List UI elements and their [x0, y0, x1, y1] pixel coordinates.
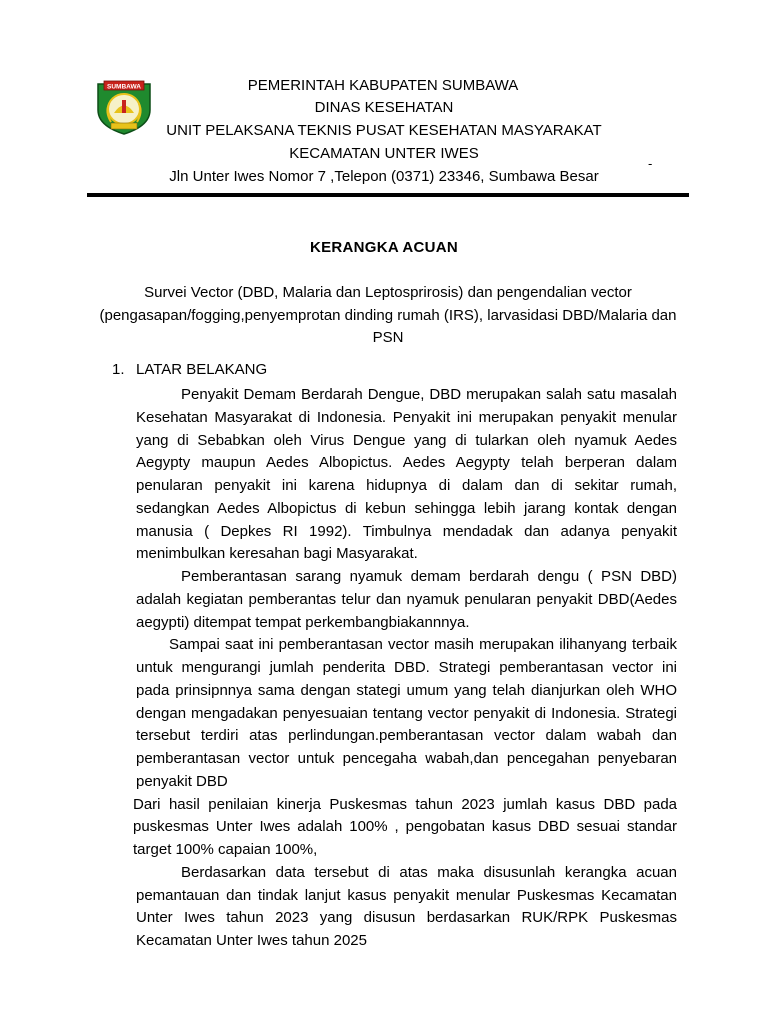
- stray-dash: -: [648, 156, 653, 171]
- letterhead-divider: [87, 193, 689, 197]
- letterhead-unit: UNIT PELAKSANA TEKNIS PUSAT KESEHATAN MASYARAKAT: [166, 122, 602, 139]
- paragraph: Sampai saat ini pemberantasan vector masih merupakan ilihanyang terbaik untuk mengurangi jumlah penderita DBD. Strategi pemberantasan vector ini pada prinsipnnya sama dengan stategi umum yang telah dianjurkan oleh WHO dengan mengadakan penyesuaian tentang vector penyakit di Indonesia. Strategi tersebut terdiri atas perlindungan.pemberantasan vector dalam wabah dan pemberantasan vector untuk pencegaha wabah,dan pencegahan penyebaran penyakit DBD: [136, 636, 677, 790]
- section-body: [133, 384, 677, 953]
- subject-line: Survei Vector (DBD, Malaria dan Leptosprirosis) dan pengendalian vector: [144, 284, 632, 301]
- letterhead-agency: DINAS KESEHATAN: [314, 99, 454, 116]
- paragraph: Berdasarkan data tersebut di atas maka disusunlah kerangka acuan pemantauan dan tindak lanjut kasus penyakit menular Puskesmas Kecamatan Unter Iwes tahun 2023 yang disusun berdasarkan RUK/RPK Puskesmas Kecamatan Unter Iwes tahun 2025: [136, 863, 677, 949]
- emblem-banner-text: SUMBAWA: [107, 83, 141, 91]
- paragraph: Pemberantasan sarang nyamuk demam berdarah dengu ( PSN DBD) adalah kegiatan pemberantas telur dan nyamuk penularan penyakit DBD(Aedes aegypti) ditempat tempat perkembangbiakannnya.: [136, 568, 677, 631]
- letterhead-government: PEMERINTAH KABUPATEN SUMBAWA: [247, 77, 519, 94]
- paragraph: Penyakit Demam Berdarah Dengue, DBD merupakan salah satu masalah Kesehatan Masyarakat di Indonesia. Penyakit ini merupakan penyakit menular yang di Sebabkan oleh Virus Dengue yang di tularkan oleh nyamuk Aedes Aegypty maupun Aedes Albopictus. Aedes Aegypty telah berperan dalam penularan penyakit ini karena hidupnya di dalam dan di sekitar rumah, sedangkan Aedes Albopictus di kebun sehingga lebih jarang kontak dengan manusia ( Depkes RI 1992). Timbulnya mendadak dan adanya penyakit menimbulkan keresahan bagi Masyarakat.: [136, 386, 677, 563]
- document-title: KERANGKA ACUAN: [309, 239, 459, 256]
- paragraph: Dari hasil penilaian kinerja Puskesmas tahun 2023 jumlah kasus DBD pada puskesmas Unter Iwes adalah 100% , pengobatan kasus DBD sesuai standar target 100% capaian 100%,: [133, 795, 677, 858]
- subject-line: PSN: [372, 329, 404, 346]
- section-number: 1.: [112, 361, 125, 378]
- document-subject: [87, 282, 689, 350]
- letterhead: [0, 0, 768, 200]
- section-heading: LATAR BELAKANG: [136, 361, 268, 378]
- letterhead-address: Jln Unter Iwes Nomor 7 ,Telepon (0371) 23346, Sumbawa Besar: [169, 168, 599, 185]
- subject-line: (pengasapan/fogging,penyemprotan dinding rumah (IRS), larvasidasi DBD/Malaria dan: [99, 306, 677, 324]
- letterhead-district: KECAMATAN UNTER IWES: [289, 145, 479, 162]
